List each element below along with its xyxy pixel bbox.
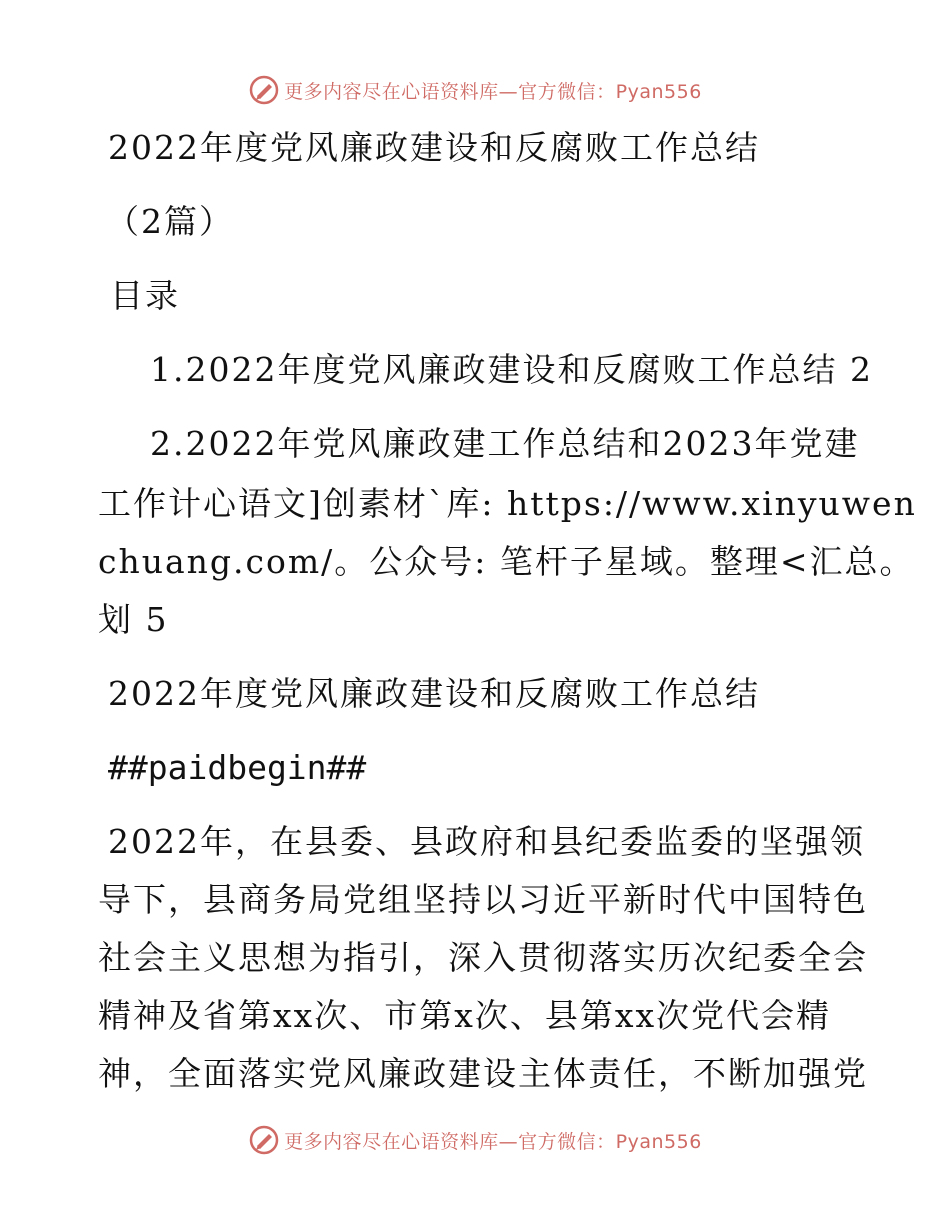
toc-item-2-continued: chuang.com/。公众号: 笔杆子星域。整理<汇总。 [98, 542, 915, 581]
document-title: 2022年度党风廉政建设和反腐败工作总结 [108, 128, 760, 167]
body-paragraph-line: 神，全面落实党风廉政建设主体责任，不断加强党 [98, 1054, 868, 1093]
pen-logo-icon [248, 74, 280, 106]
document-subtitle: （2篇） [106, 202, 234, 241]
body-paragraph-line: 精神及省第xx次、市第x次、县第xx次党代会精 [98, 996, 832, 1035]
body-paragraph-line: 社会主义思想为指引，深入贯彻落实历次纪委全会 [98, 938, 868, 977]
body-paragraph-line: 导下，县商务局党组坚持以习近平新时代中国特色 [98, 880, 868, 919]
watermark-text: 更多内容尽在心语资料库—官方微信：Pyan556 [284, 80, 702, 103]
pen-logo-icon [248, 1124, 280, 1156]
body-paragraph-line: 2022年，在县委、县政府和县纪委监委的坚强领 [108, 822, 865, 861]
section-title: 2022年度党风廉政建设和反腐败工作总结 [108, 674, 760, 713]
toc-heading: 目录 [110, 276, 180, 315]
toc-item-2: 2.2022年党风廉政建工作总结和2023年党建 [150, 424, 860, 463]
toc-item-1: 1.2022年度党风廉政建设和反腐败工作总结 2 [150, 350, 873, 389]
header-watermark [0, 70, 950, 110]
paid-marker: ##paidbegin## [108, 748, 367, 787]
toc-item-2-continued: 工作计心语文]创素材`库: https://www.xinyuwen [98, 484, 917, 523]
watermark-text: 更多内容尽在心语资料库—官方微信：Pyan556 [284, 1130, 702, 1153]
footer-watermark [0, 1120, 950, 1160]
toc-item-2-continued: 划 5 [98, 600, 169, 639]
